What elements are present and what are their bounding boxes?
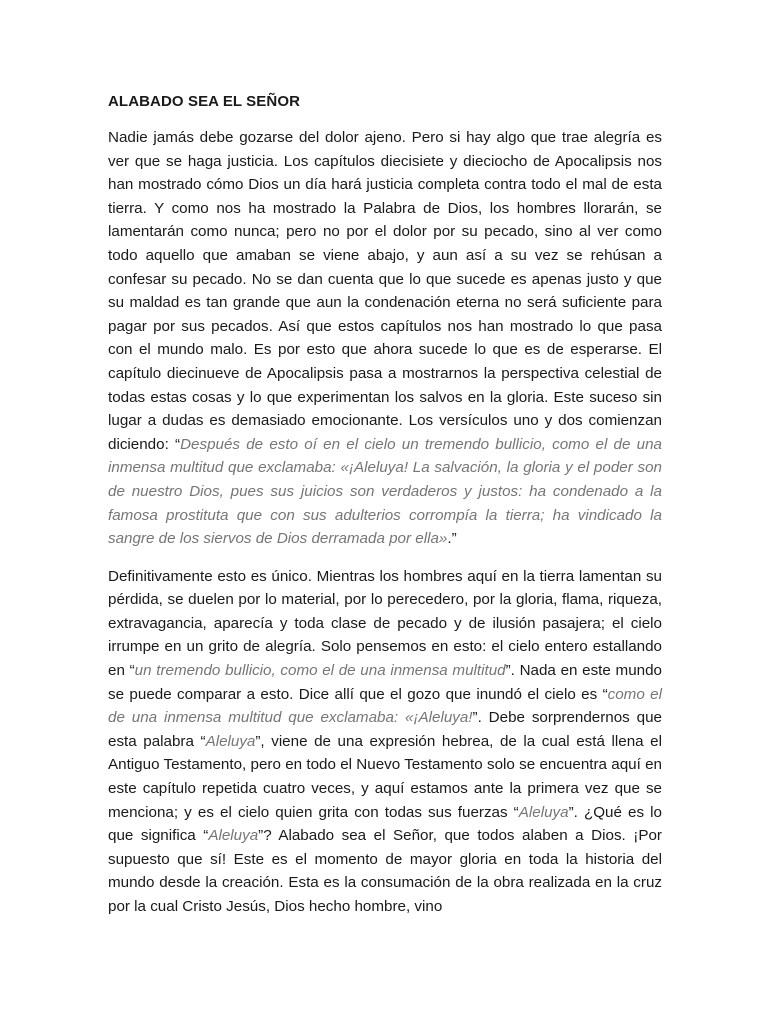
bible-quote: un tremendo bullicio, como el de una inmensa multitud	[134, 662, 506, 680]
bible-quote: como el de una inmensa multitud que exclamaba: «¡Aleluya!	[108, 685, 662, 727]
quoted-word: Aleluya	[518, 803, 569, 821]
text-segment: ”. Nada en este mundo se puede comparar a esto. Dice allí que el gozo que inundó el cielo es “	[108, 662, 662, 703]
text-segment: .”	[447, 530, 457, 548]
text-segment: Definitivamente esto es único. Mientras los hombres aquí en la tierra lamentan su pérdida, se duelen por lo material, por lo perecedero, por la gloria, flama, riqueza, extravagancia, aparecía y toda clase de pecado y de ilusión pasajera; el cielo irrumpe en un grito de alegría. Solo pensemos en esto: el cielo entero estallando en “	[108, 567, 662, 680]
quoted-word: Aleluya	[205, 732, 256, 750]
text-segment: ”, viene de una expresión hebrea, de la cual está llena el Antiguo Testamento, pero en todo el Nuevo Testamento solo se encuentra aquí en este capítulo repetida cuatro veces, y aquí estamos ante la primera vez que se menciona; y es el cielo quien grita con todas sus fuerzas “	[108, 732, 662, 821]
paragraph-2	[108, 565, 662, 919]
document-page	[108, 92, 662, 933]
quoted-word: Aleluya	[208, 827, 259, 845]
document-title: ALABADO SEA EL SEÑOR	[108, 93, 301, 110]
bible-quote: Después de esto oí en el cielo un tremendo bullicio, como el de una inmensa multitud que exclamaba: «¡Aleluya! La salvación, la gloria y el poder son de nuestro Dios, pues sus juicios son verdaderos y justos: ha condenado a la famosa prostituta que con sus adulterios corrompía la tierra; ha vindicado la sangre de los siervos de Dios derramada por ella»	[108, 435, 662, 548]
text-segment: Nadie jamás debe gozarse del dolor ajeno. Pero si hay algo que trae alegría es ver que se haga justicia. Los capítulos diecisiete y dieciocho de Apocalipsis nos han mostrado cómo Dios un día hará justicia completa contra todo el mal de esta tierra. Y como nos ha mostrado la Palabra de Dios, los hombres llorarán, se lamentarán como nunca; pero no por el dolor por su pecado, sino al ver como todo aquello que amaban se viene abajo, y aun así a su vez se rehúsan a confesar su pecado. No se dan cuenta que lo que sucede es apenas justo y que su maldad es tan grande que aun la condenación eterna no será suficiente para pagar por sus pecados. Así que estos capítulos nos han mostrado lo que pasa con el mundo malo. Es por esto que ahora sucede lo que es de esperarse. El capítulo diecinueve de Apocalipsis pasa a mostrarnos la perspectiva celestial de todas estas cosas y lo que experimentan los salvos en la gloria. Este suceso sin lugar a dudas es demasiado emocionante. Los versículos uno y dos comienzan diciendo: “	[108, 129, 662, 453]
text-segment: ”. ¿Qué es lo que significa “	[108, 803, 662, 845]
paragraph-1	[108, 126, 662, 551]
text-segment: ”? Alabado sea el Señor, que todos alaben a Dios. ¡Por supuesto que sí! Este es el momento de mayor gloria en toda la historia del mundo desde la creación. Esta es la consumación de la obra realizada en la cruz por la cual Cristo Jesús, Dios hecho hombre, vino	[108, 827, 662, 915]
text-segment: ”. Debe sorprendernos que esta palabra “	[108, 709, 662, 750]
